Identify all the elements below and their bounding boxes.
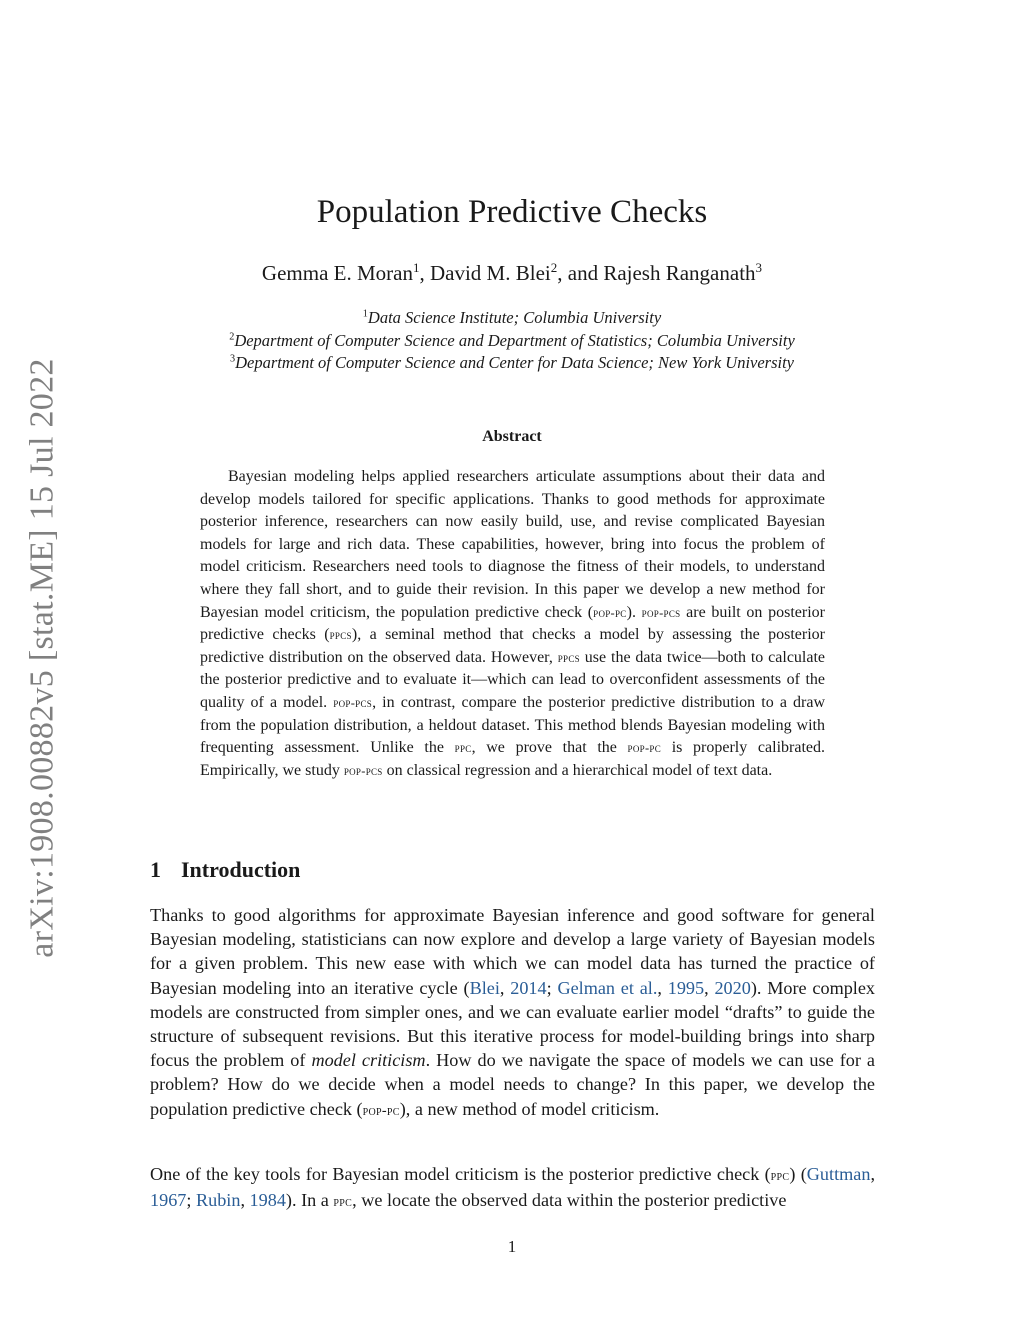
affiliation-1 <box>0 307 1024 330</box>
page-number: 1 <box>507 1237 517 1256</box>
acronym: ppcs <box>557 650 580 665</box>
acronym: ppcs <box>329 628 352 643</box>
text-run: are built on posterior predictive checks ( <box>200 603 825 644</box>
acronym: pop-pcs <box>333 695 373 710</box>
section-title: Introduction <box>181 857 301 882</box>
text-run: , <box>240 1190 250 1211</box>
author-separator: , and <box>557 261 604 285</box>
citation-link[interactable]: 1984 <box>249 1190 286 1211</box>
intro-paragraph-2 <box>150 1162 875 1214</box>
text-run: use the data twice—both to calculate the posterior predictive and to evaluate it—which can lead to overconfident assessments of the quality of a model. <box>200 648 826 711</box>
arxiv-stamp <box>8 358 78 958</box>
text-run: . How do we navigate the space of models we can use for a problem? How do we decide when a model needs to change? In this paper, we develop the population predictive check ( <box>150 1050 875 1119</box>
text-run: ). More complex models are constructed from simpler ones, and we can evaluate earlier model “drafts” to guide the structure of subsequent revisions. But this iterative process for model-building brings into sharp focus the problem of <box>150 977 876 1071</box>
text-run: , <box>657 977 668 998</box>
text-run: is properly calibrated. Empirically, we study <box>200 739 825 779</box>
arxiv-id: arXiv:1908.00882v5 [stat.ME] 15 Jul 2022 <box>24 358 61 958</box>
affiliation-2 <box>0 330 1024 353</box>
text-run: ), a seminal method that checks a model by assessing the posterior predictive distribution on the observed data. However, <box>200 626 826 666</box>
section-number: 1 <box>150 857 161 882</box>
author-name: Rajesh Ranganath <box>603 261 756 285</box>
text-run: Thanks to good algorithms for approximate Bayesian inference and good software for general Bayesian modeling, statisticians can now explore and develop a large variety of Bayesian models for a given problem. This new ease with which we can model data has turned the practice of Bayesian modeling into an iterative cycle ( <box>150 905 875 998</box>
affiliation-mark: 1 <box>362 308 368 320</box>
acronym: pop-pcs <box>641 605 681 620</box>
citation-link[interactable]: Guttman <box>806 1164 871 1184</box>
affiliation-text: Department of Computer Science and Center for Data Science; New York University <box>235 353 795 372</box>
text-run: ). <box>626 603 642 621</box>
text-run: , <box>499 977 511 998</box>
text-run: One of the key tools for Bayesian model criticism is the posterior predictive check ( <box>150 1164 771 1184</box>
text-run: on classical regression and a hierarchical model of text data. <box>382 761 773 779</box>
citation-link[interactable]: 1967 <box>150 1190 187 1211</box>
text-run: ; <box>186 1190 196 1211</box>
text-run: , <box>704 977 715 998</box>
affiliation-mark: 2 <box>229 331 235 342</box>
author-separator: , <box>419 261 430 285</box>
author-mark: 3 <box>755 260 763 275</box>
affiliations <box>0 307 1024 375</box>
citation-link[interactable]: Gelman et al. <box>557 977 658 998</box>
citation-link[interactable]: Blei <box>469 977 500 998</box>
acronym: ppc <box>333 1194 353 1211</box>
section-heading <box>150 855 300 885</box>
affiliation-mark: 3 <box>229 353 236 365</box>
abstract-body <box>200 466 825 782</box>
acronym: pop-pc <box>593 605 627 620</box>
affiliation-text: Data Science Institute; Columbia University <box>367 308 662 327</box>
acronym: pop-pc <box>362 1102 400 1119</box>
text-run: ), a new method of model criticism. <box>399 1098 660 1119</box>
intro-paragraph-1 <box>150 903 875 1123</box>
paper-title: Population Predictive Checks <box>316 194 708 230</box>
author-mark: 2 <box>550 260 558 275</box>
abstract-heading: Abstract <box>482 428 542 445</box>
citation-link[interactable]: Rubin <box>195 1190 241 1211</box>
text-run: Bayesian modeling helps applied researchers articulate assumptions about their data and develop models tailored for specific applications. Thanks to good methods for approximate posterior inference, researchers can now easily build, use, and revise complicated Bayesian models for large and rich data. These capabilities, however, bring into focus the problem of model criticism. Researchers need tools to diagnose the fitness of their models, to understand where they fall short, and to guide their revision. In this paper we develop a new method for Bayesian model criticism, the population predictive check ( <box>200 468 825 621</box>
text-run: , <box>870 1164 875 1184</box>
citation-link[interactable]: 2020 <box>714 977 751 998</box>
affiliation-3 <box>0 352 1024 375</box>
text-run: ; <box>546 977 558 998</box>
acronym: pop-pc <box>627 741 662 756</box>
text-run: ) ( <box>789 1164 807 1184</box>
author-mark: 1 <box>412 260 420 275</box>
acronym: ppc <box>770 1168 790 1184</box>
text-run: , in contrast, compare the posterior predictive distribution to a draw from the population distribution, a heldout dataset. This method blends Bayesian modeling with frequenting assessment. Unlike the <box>200 693 826 757</box>
author-name: David M. Blei <box>429 261 551 285</box>
citation-link[interactable]: 2014 <box>510 977 547 998</box>
acronym: pop-pcs <box>343 763 383 778</box>
acronym: ppc <box>454 741 472 756</box>
citation-link[interactable]: 1995 <box>667 977 705 998</box>
text-run: , we prove that the <box>471 739 628 757</box>
author-list <box>0 258 1024 288</box>
author-name: Gemma E. Moran <box>261 261 413 285</box>
affiliation-text: Department of Computer Science and Department of Statistics; Columbia University <box>234 330 795 350</box>
text-run: ). In a <box>285 1190 334 1211</box>
emphasis: model criticism <box>311 1050 426 1071</box>
text-run: , we locate the observed data within the posterior predictive <box>352 1190 787 1211</box>
